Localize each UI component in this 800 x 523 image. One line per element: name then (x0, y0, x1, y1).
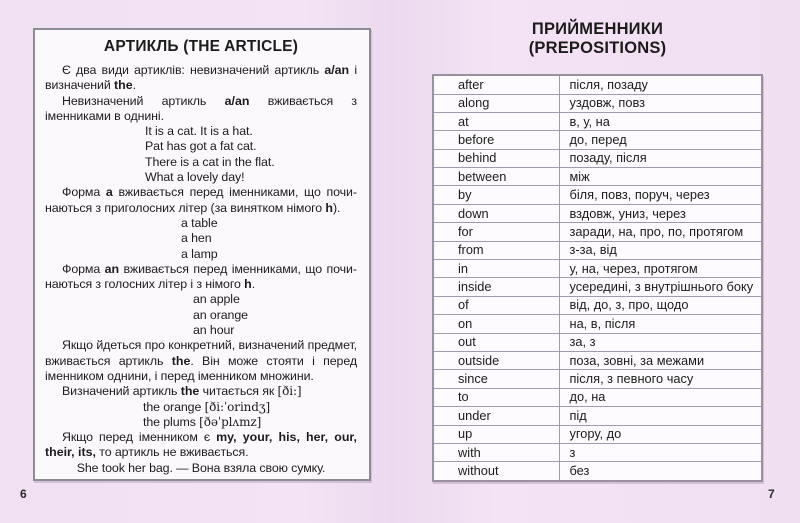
uk-cell: до, перед (559, 131, 762, 149)
example-line: It is a cat. It is a hat. (145, 124, 253, 139)
en-cell: behind (433, 149, 559, 167)
ipa-transcription: [ðəˈplʌmz] (199, 414, 262, 429)
text-segment: Визначений артикль (62, 384, 181, 399)
paragraph-indefinite-article (45, 94, 357, 125)
text-segment: . (132, 78, 136, 93)
table-row (433, 186, 762, 204)
table-row (433, 168, 762, 186)
uk-cell: вздовж, униз, через (559, 204, 762, 222)
table-row (433, 315, 762, 333)
uk-cell: без (559, 462, 762, 481)
example-line (143, 415, 357, 430)
uk-cell: уздовж, повз (559, 94, 762, 112)
uk-cell: між (559, 168, 762, 186)
en-cell: since (433, 370, 559, 388)
bold-term: the (114, 78, 133, 93)
text-segment: Форма (62, 261, 105, 276)
table-row (433, 443, 762, 461)
paragraph-form-a (45, 185, 357, 216)
example-line: a table (181, 215, 218, 230)
table-row (433, 388, 762, 406)
text-segment: Якщо йдеться про конкретний, визначений предмет, вживається артикль (45, 338, 357, 368)
en-cell: inside (433, 278, 559, 296)
bold-term: the (171, 353, 191, 368)
paragraph-form-an (45, 262, 357, 293)
paragraph-article-types (45, 63, 357, 94)
table-row (433, 370, 762, 388)
text-segment: вживається перед іменниками, що починаються з приголосних літер (за винятком німого (45, 185, 357, 215)
example-line: She took her bag. — Вона взяла свою сумку. (76, 460, 326, 475)
text-segment: Якщо перед іменником є (62, 430, 217, 445)
paragraph-possessives (45, 430, 357, 461)
en-cell: down (433, 204, 559, 222)
uk-cell: в, у, на (559, 112, 762, 130)
text-segment: вживається перед іменниками, що починаються з голосних літер і з німого (45, 261, 357, 292)
prepositions-title-line2: (PREPOSITIONS) (528, 39, 667, 57)
uk-cell: до, на (559, 388, 762, 406)
ipa-transcription: [ði:ˈorindʒ] (204, 399, 271, 414)
bold-term: h (325, 200, 333, 215)
article-title: АРТИКЛЬ (THE ARTICLE) (103, 38, 299, 55)
bold-term: the (180, 384, 200, 399)
example-line (143, 400, 357, 415)
prepositions-table (432, 74, 763, 482)
page-number-left: 6 (20, 487, 27, 501)
text-segment: то артикль не вживається. (95, 445, 249, 460)
bold-term: a (105, 185, 113, 200)
table-row (433, 351, 762, 369)
bold-term: a/an (324, 63, 350, 77)
en-cell: after (433, 75, 559, 94)
text-segment: Є два види артиклів: невизначений артикль (62, 63, 325, 77)
text-segment: the orange (143, 399, 205, 414)
table-row (433, 296, 762, 314)
uk-cell: з (559, 443, 762, 461)
example-line: an orange (193, 307, 248, 322)
en-cell: by (433, 186, 559, 204)
table-row (433, 131, 762, 149)
example-line: Pat has got a fat cat. (145, 139, 257, 154)
table-row (433, 425, 762, 443)
uk-cell: з-за, від (559, 241, 762, 259)
en-cell: from (433, 241, 559, 259)
en-cell: outside (433, 351, 559, 369)
text-segment: Форма (62, 185, 106, 200)
page-number-right: 7 (768, 487, 775, 501)
en-cell: to (433, 388, 559, 406)
table-row (433, 278, 762, 296)
uk-cell: усередині, з внутрішнього боку (559, 278, 762, 296)
left-page-panel (33, 28, 371, 481)
en-cell: on (433, 315, 559, 333)
uk-cell: від, до, з, про, щодо (559, 296, 762, 314)
en-cell: with (433, 443, 559, 461)
table-row (433, 112, 762, 130)
text-segment: і визначений (45, 63, 357, 93)
example-line: an apple (193, 292, 240, 307)
en-cell: out (433, 333, 559, 351)
text-segment: . (251, 277, 256, 292)
table-row (433, 204, 762, 222)
text-segment: ). (333, 200, 341, 215)
uk-cell: у, на, через, протягом (559, 260, 762, 278)
paragraph-the-pronunciation (45, 384, 357, 399)
en-cell: between (433, 168, 559, 186)
example-line: a hen (181, 231, 212, 246)
uk-cell: угору, до (559, 425, 762, 443)
text-segment: the plums (143, 414, 200, 429)
prepositions-title (432, 20, 763, 58)
uk-cell: після, з певного часу (559, 370, 762, 388)
table-row (433, 149, 762, 167)
en-cell: of (433, 296, 559, 314)
en-cell: before (433, 131, 559, 149)
en-cell: without (433, 462, 559, 481)
bold-term: h (244, 277, 252, 292)
example-line: There is a cat in the flat. (145, 154, 275, 169)
en-cell: for (433, 223, 559, 241)
example-line: a lamp (181, 246, 218, 261)
text-segment: . Він може стояти і перед іменником однини, і перед іменником множини. (45, 353, 357, 383)
bold-term: my, your, his, her, our, their, its, (45, 430, 357, 460)
uk-cell: на, в, після (559, 315, 762, 333)
bold-term: a/an (224, 93, 250, 108)
en-cell: under (433, 407, 559, 425)
paragraph-definite-article (45, 338, 357, 384)
text-segment: вживається з іменниками в однині. (45, 93, 357, 123)
example-line: an hour (193, 323, 235, 338)
text-segment: читається як (199, 384, 278, 399)
table-row (433, 333, 762, 351)
table-row (433, 241, 762, 259)
table-row (433, 407, 762, 425)
en-cell: in (433, 260, 559, 278)
example-line: What a lovely day! (145, 170, 245, 185)
table-row (433, 260, 762, 278)
ipa-transcription: [ði:] (277, 384, 302, 399)
en-cell: along (433, 94, 559, 112)
en-cell: at (433, 112, 559, 130)
uk-cell: під (559, 407, 762, 425)
bold-term: an (104, 261, 120, 276)
uk-cell: після, позаду (569, 76, 648, 92)
uk-cell: за, з (559, 333, 762, 351)
table-row (433, 94, 762, 112)
table-row (433, 223, 762, 241)
en-cell: up (433, 425, 559, 443)
text-segment: Невизначений артикль (62, 93, 225, 108)
table-row (433, 75, 762, 94)
uk-cell: заради, на, про, по, протягом (559, 223, 762, 241)
table-row (433, 462, 762, 481)
uk-cell: біля, повз, поруч, через (559, 186, 762, 204)
uk-cell: поза, зовні, за межами (559, 351, 762, 369)
prepositions-title-line1: ПРИЙМЕННИКИ (531, 20, 664, 38)
uk-cell: позаду, після (559, 149, 762, 167)
